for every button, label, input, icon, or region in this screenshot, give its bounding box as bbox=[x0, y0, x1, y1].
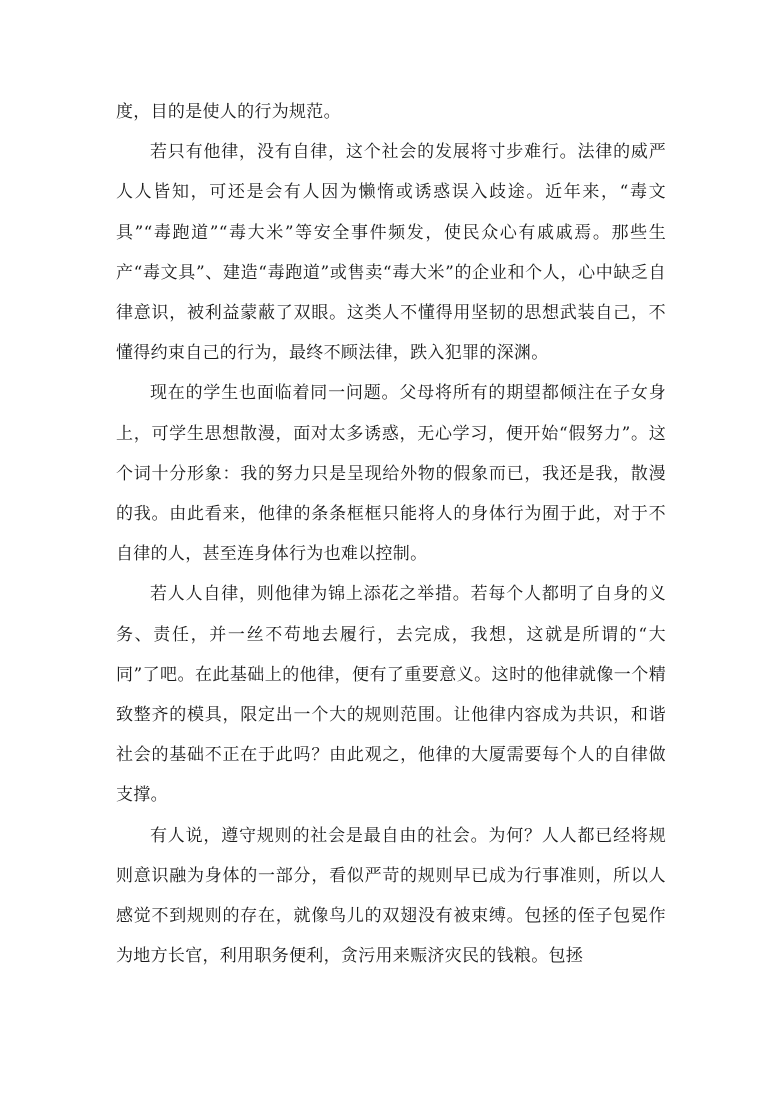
paragraph-rules-freedom: 有人说，遵守规则的社会是最自由的社会。为何？人人都已经将规则意识融为身体的一部分，看似严苛的规则早已成为行事准则，所以人感觉不到规则的存在，就像鸟儿的双翅没有被束缚。包拯的侄子包冕作为地方长官，利用职务便利，贪污用来赈济灾民的钱粮。包拯 bbox=[116, 825, 666, 967]
paragraph-everyone-self-disciplined: 若人人自律，则他律为锦上添花之举措。若每个人都明了自身的义务、责任，并一丝不苟地去履行，去完成，我想，这就是所谓的“大同”了吧。在此基础上的他律，便有了重要意义。这时的他律就像一个精致整齐的模具，限定出一个大的规则范围。让他律内容成为共识，和谐社会的基础不正在于此吗？由此观之，他律的大厦需要每个人的自律做支撑。 bbox=[116, 584, 666, 806]
document-body bbox=[116, 92, 666, 976]
paragraph-continuation: 度，目的是使人的行为规范。 bbox=[116, 102, 341, 122]
paragraph-self-discipline-society: 若只有他律，没有自律，这个社会的发展将寸步难行。法律的威严人人皆知，可还是会有人因为懒惰或诱惑误入歧途。近年来，“毒文具”“毒跑道”“毒大米”等安全事件频发，使民众心有戚戚焉。那些生产“毒文具”、建造“毒跑道”或售卖“毒大米”的企业和个人，心中缺乏自律意识，被利益蒙蔽了双眼。这类人不懂得用坚韧的思想武装自己，不懂得约束自己的行为，最终不顾法律，跌入犯罪的深渊。 bbox=[116, 142, 666, 364]
paragraph-students: 现在的学生也面临着同一问题。父母将所有的期望都倾注在子女身上，可学生思想散漫，面对太多诱惑，无心学习，便开始“假努力”。这个词十分形象：我的努力只是呈现给外物的假象而已，我还是我，散漫的我。由此看来，他律的条条框框只能将人的身体行为囿于此，对于不自律的人，甚至连身体行为也难以控制。 bbox=[116, 383, 666, 565]
